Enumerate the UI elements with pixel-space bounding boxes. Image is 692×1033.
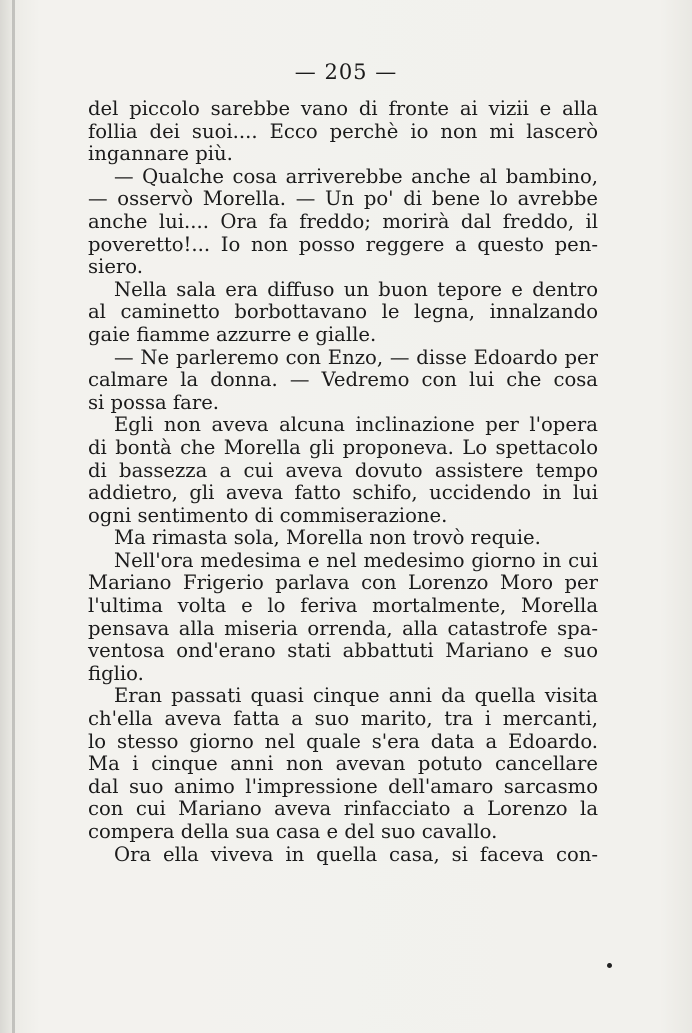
text-line: Egli non aveva alcuna inclinazione per l'opera	[114, 413, 598, 437]
text-line: Eran passati quasi cinque anni da quella visita	[114, 684, 598, 708]
text-line: figlio.	[88, 661, 144, 685]
text-line: compera della sua casa e del suo cavallo.	[88, 820, 498, 843]
text-line: Ora ella viveva in quella casa, si faceva con-	[114, 842, 598, 866]
text-line: Nell'ora medesima e nel medesimo giorno in cui	[114, 548, 598, 572]
text-line: Mariano Frigerio parlava con Lorenzo Moro per	[88, 571, 598, 595]
text-line: poveretto!... Io non posso reggere a questo pen-	[88, 232, 598, 256]
text-line: l'ultima volta e lo feriva mortalmente, Morella	[88, 594, 598, 618]
text-line: ingannare più.	[88, 142, 233, 166]
page-body-text	[88, 98, 598, 866]
text-line: Ma i cinque anni non avevan potuto cancellare	[88, 752, 598, 776]
text-line: — Ne parleremo con Enzo, — disse Edoardo per	[114, 345, 598, 369]
text-line: ch'ella aveva fatta a suo marito, tra i mercanti,	[88, 707, 598, 731]
text-line: di bontà che Morella gli proponeva. Lo spettacolo	[88, 435, 598, 459]
page-gutter-shadow	[12, 0, 15, 1033]
text-line: con cui Mariano aveva rinfacciato a Lorenzo la	[88, 797, 598, 821]
text-line: anche lui.... Ora fa freddo; morirà dal freddo, il	[88, 209, 598, 233]
text-line: al caminetto borbottavano le legna, innalzando	[88, 300, 598, 324]
text-line: addietro, gli aveva fatto schifo, uccidendo in lui	[88, 481, 598, 505]
text-line: del piccolo sarebbe vano di fronte ai vizii e alla	[88, 97, 598, 120]
text-line: calmare la donna. — Vedremo con lui che cosa	[88, 368, 598, 392]
page-number: — 205 —	[294, 60, 398, 84]
text-line: gaie fiamme azzurre e gialle.	[88, 322, 377, 346]
text-line: Nella sala era diffuso un buon tepore e dentro	[114, 277, 598, 301]
text-line: pensava alla miseria orrenda, alla catastrofe spa-	[88, 616, 598, 640]
text-line: ventosa ond'erano stati abbattuti Mariano e suo	[88, 639, 598, 663]
text-line: di bassezza a cui aveva dovuto assistere tempo	[88, 458, 598, 482]
text-line: follia dei suoi.... Ecco perchè io non mi lascerò	[88, 119, 598, 143]
text-line: Ma rimasta sola, Morella non trovò requie.	[114, 526, 541, 550]
text-line: dal suo animo l'impressione dell'amaro sarcasmo	[88, 774, 598, 798]
text-line: — osservò Morella. — Un po' di bene lo avrebbe	[88, 187, 598, 211]
text-line: siero.	[88, 255, 143, 279]
text-line: ogni sentimento di commiserazione.	[88, 503, 448, 527]
text-line: si possa fare.	[88, 390, 220, 414]
ink-speck	[607, 963, 612, 968]
text-line: — Qualche cosa arriverebbe anche al bambino,	[114, 164, 598, 188]
text-line: lo stesso giorno nel quale s'era data a Edoardo.	[88, 729, 598, 753]
